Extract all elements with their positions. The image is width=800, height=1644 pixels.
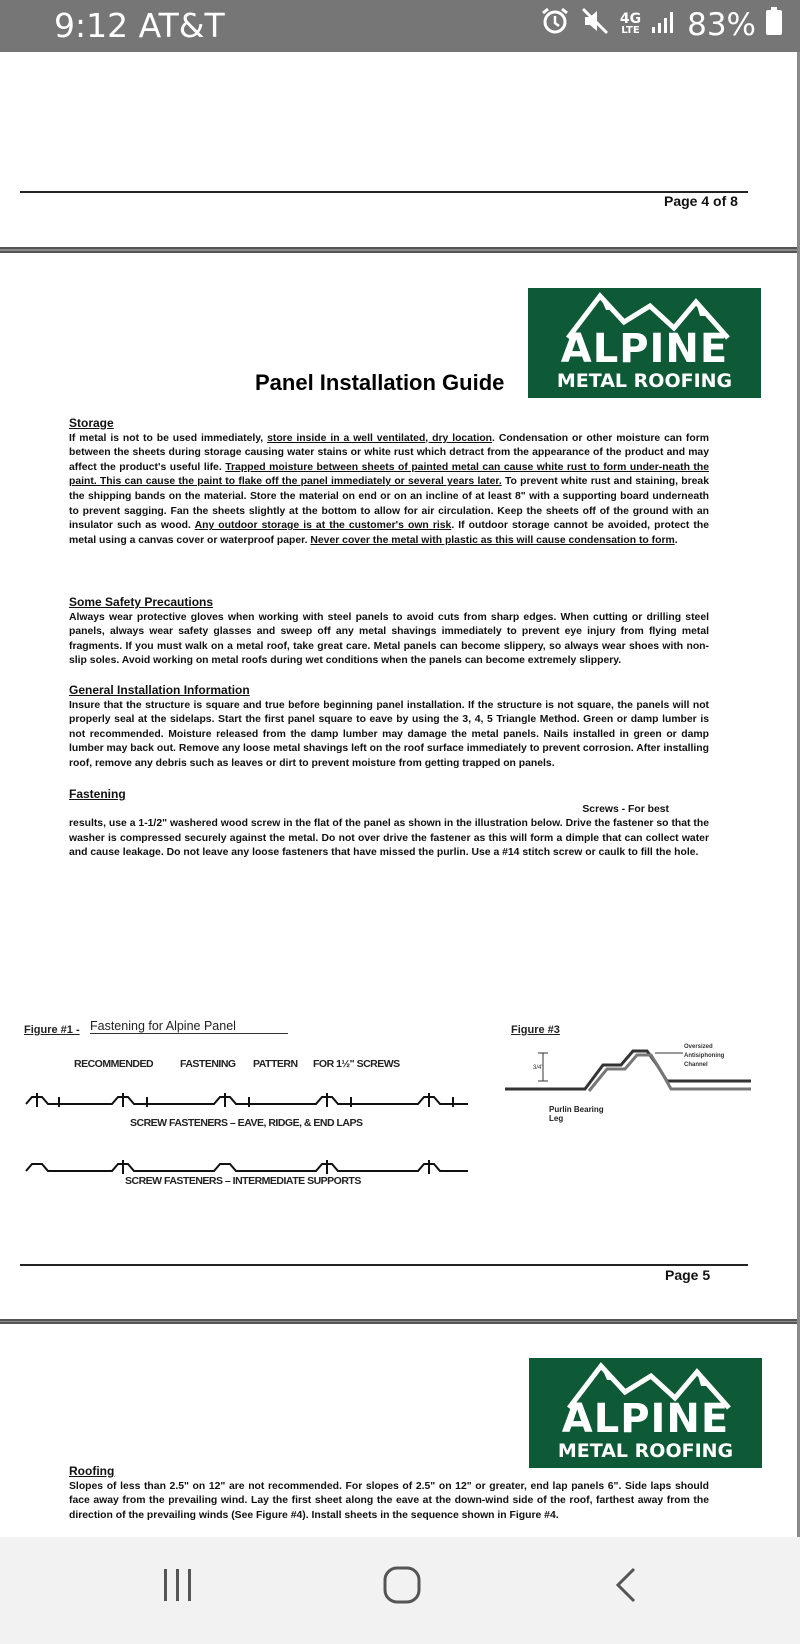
navigation-bar bbox=[0, 1537, 800, 1644]
storage-heading: Storage bbox=[69, 416, 114, 430]
storage-text: If metal is not to be used immediately, bbox=[69, 432, 268, 444]
page-title: Panel Installation Guide bbox=[255, 370, 505, 395]
fastening-note: Screws - For best bbox=[582, 803, 669, 815]
figure1-caption-row1: SCREW FASTENERS – EAVE, RIDGE, & END LAPS bbox=[130, 1117, 363, 1129]
status-icons bbox=[540, 6, 782, 44]
logo-subtitle: METAL ROOFING bbox=[557, 1440, 734, 1462]
fastening-heading: Fastening bbox=[69, 787, 126, 801]
network-sub-label: LTE bbox=[621, 25, 640, 36]
figure3-dim: 3/4" bbox=[533, 1065, 544, 1071]
general-heading: General Installation Information bbox=[69, 683, 250, 697]
home-icon[interactable] bbox=[382, 1565, 422, 1610]
figure1-label: Figure #1 - bbox=[24, 1024, 80, 1036]
pdf-page-4[interactable] bbox=[0, 52, 797, 249]
alpine-logo bbox=[529, 1358, 762, 1468]
status-time-carrier: 9:12 AT&T bbox=[54, 6, 225, 45]
figure3-note-line: Channel bbox=[684, 1062, 708, 1068]
roofing-text: Slopes of less than 2.5" on 12" are not recommended. For slopes of 2.5" on 12" or greater, end lap panels 6". Side laps should face away from the prevailing wind. Lay the first sheet along the eave at the down-wind side of the roof, farthest away from the direction of the prevailing winds (See Figure #4). Install sheets in the sequence shown in Figure #4. bbox=[69, 1480, 709, 1521]
roofing-section bbox=[69, 1464, 709, 1523]
fastening-text: results, use a 1-1/2" washered wood screw in the flat of the panel as shown in the illustration below. Drive the fastener so that the washer is compressed securely against the metal. Do not over drive the fastener as this will form a dimple that can collect water and cause leakage. Do not leave any loose fasteners that have missed the purlin. Use a #14 stitch screw or caulk to fill the hole. bbox=[69, 818, 709, 859]
back-icon[interactable] bbox=[612, 1565, 642, 1610]
page-number: Page 5 bbox=[665, 1267, 711, 1283]
battery-icon bbox=[766, 7, 782, 43]
signal-icon bbox=[651, 7, 677, 43]
footer-rule bbox=[20, 191, 748, 193]
safety-section bbox=[69, 595, 709, 669]
figure1-word-2: FASTENING bbox=[180, 1058, 236, 1070]
general-text: Insure that the structure is square and true before beginning panel installation. If the structure is not square, the panels will not properly seal at the sidelaps. Start the first panel square to eave by using the 3, 4, 5 Triangle Method. Green or damp lumber is not recommended. Moisture released from the damp lumber may damage the metal panels. Nails installed in green or damp lumber may back out. Remove any loose metal shavings left on the roof surface immediately to prevent corrosion. After installing roof, remove any debris such as leaves or dirt to prevent moisture from getting trapped on panels. bbox=[69, 699, 709, 769]
storage-underlined: store inside in a well ventilated, dry location bbox=[267, 432, 493, 444]
storage-text: To prevent white rust and staining, break the shipping bands on the material. Store the material on end or on an incline of at least 8" with a supporting board underneath to prevent sagging. Fan the sheets slightly at the bottom to allow for air circulation. Keep the sheets off of the ground with an insulator such as wood. bbox=[69, 476, 709, 532]
storage-section bbox=[69, 416, 709, 548]
alpine-logo bbox=[528, 288, 761, 398]
figure1-caption: Fastening for Alpine Panel bbox=[90, 1019, 288, 1034]
figure3-label: Figure #3 bbox=[511, 1024, 560, 1036]
safety-text: Always wear protective gloves when working with steel panels to avoid cuts from sharp edges. When cutting or drilling steel panels, always wear safety glasses and sweep off any metal shavings immediately to prevent eye injury from flying metal fragments. If you must walk on a metal roof, take great care. Metal panels can become slippery, so always wear shoes with non-slip soles. Avoid working on metal roofs during wet conditions when the panels can become extremely slippery. bbox=[69, 611, 709, 667]
storage-underlined: Never cover the metal with plastic as this will cause condensation to form bbox=[310, 534, 675, 546]
storage-text: . bbox=[674, 534, 678, 546]
figure1-caption-row2: SCREW FASTENERS – INTERMEDIATE SUPPORTS bbox=[125, 1175, 361, 1187]
figure3-purlin-label bbox=[549, 1105, 604, 1123]
network-label: 4G bbox=[619, 11, 642, 27]
figure1-word-4: FOR 1½" SCREWS bbox=[313, 1058, 400, 1070]
pdf-page-6[interactable] bbox=[0, 1322, 797, 1539]
alarm-icon bbox=[540, 6, 570, 44]
status-bar bbox=[0, 0, 800, 52]
network-type bbox=[620, 13, 641, 37]
logo-alpine: ALPINE bbox=[561, 1396, 730, 1442]
figure3-note bbox=[684, 1043, 724, 1070]
logo-subtitle: METAL ROOFING bbox=[556, 370, 733, 392]
storage-text: . Condensation or other moisture can form between the sheets during storage causing water stains or white rust which detract from the appearance of the product and may affect the product's useful life. bbox=[69, 432, 709, 473]
storage-text: . If outdoor storage cannot be avoided, protect the metal using a canvas cover or waterproof paper. bbox=[69, 520, 709, 546]
storage-underlined: Any outdoor storage is at the customer's own risk bbox=[194, 520, 452, 532]
battery-percent: 83% bbox=[687, 7, 756, 43]
figure3-purlin-line: Purlin Bearing bbox=[549, 1105, 604, 1114]
mute-icon bbox=[580, 6, 610, 44]
general-section bbox=[69, 683, 709, 772]
figure1-word-3: PATTERN bbox=[253, 1058, 298, 1070]
fastening-section bbox=[69, 787, 709, 861]
logo-alpine: ALPINE bbox=[560, 326, 729, 372]
figure3-note-line: Antisiphoning bbox=[684, 1053, 725, 1059]
roofing-heading: Roofing bbox=[69, 1464, 115, 1478]
recents-icon[interactable] bbox=[160, 1565, 196, 1610]
footer-rule bbox=[20, 1264, 748, 1266]
page-number: Page 4 of 8 bbox=[664, 193, 738, 209]
storage-underlined: Trapped moisture between sheets of painted metal can cause white rust to form under-neath the paint. This can cause the paint to flake off the panel immediately or several years later. bbox=[69, 461, 709, 488]
figure3-purlin-line: Leg bbox=[549, 1114, 564, 1123]
figure3-note-line: Oversized bbox=[684, 1044, 713, 1050]
safety-heading: Some Safety Precautions bbox=[69, 595, 214, 609]
pdf-page-5[interactable] bbox=[0, 251, 797, 1321]
figure1-word-1: RECOMMENDED bbox=[74, 1058, 154, 1070]
